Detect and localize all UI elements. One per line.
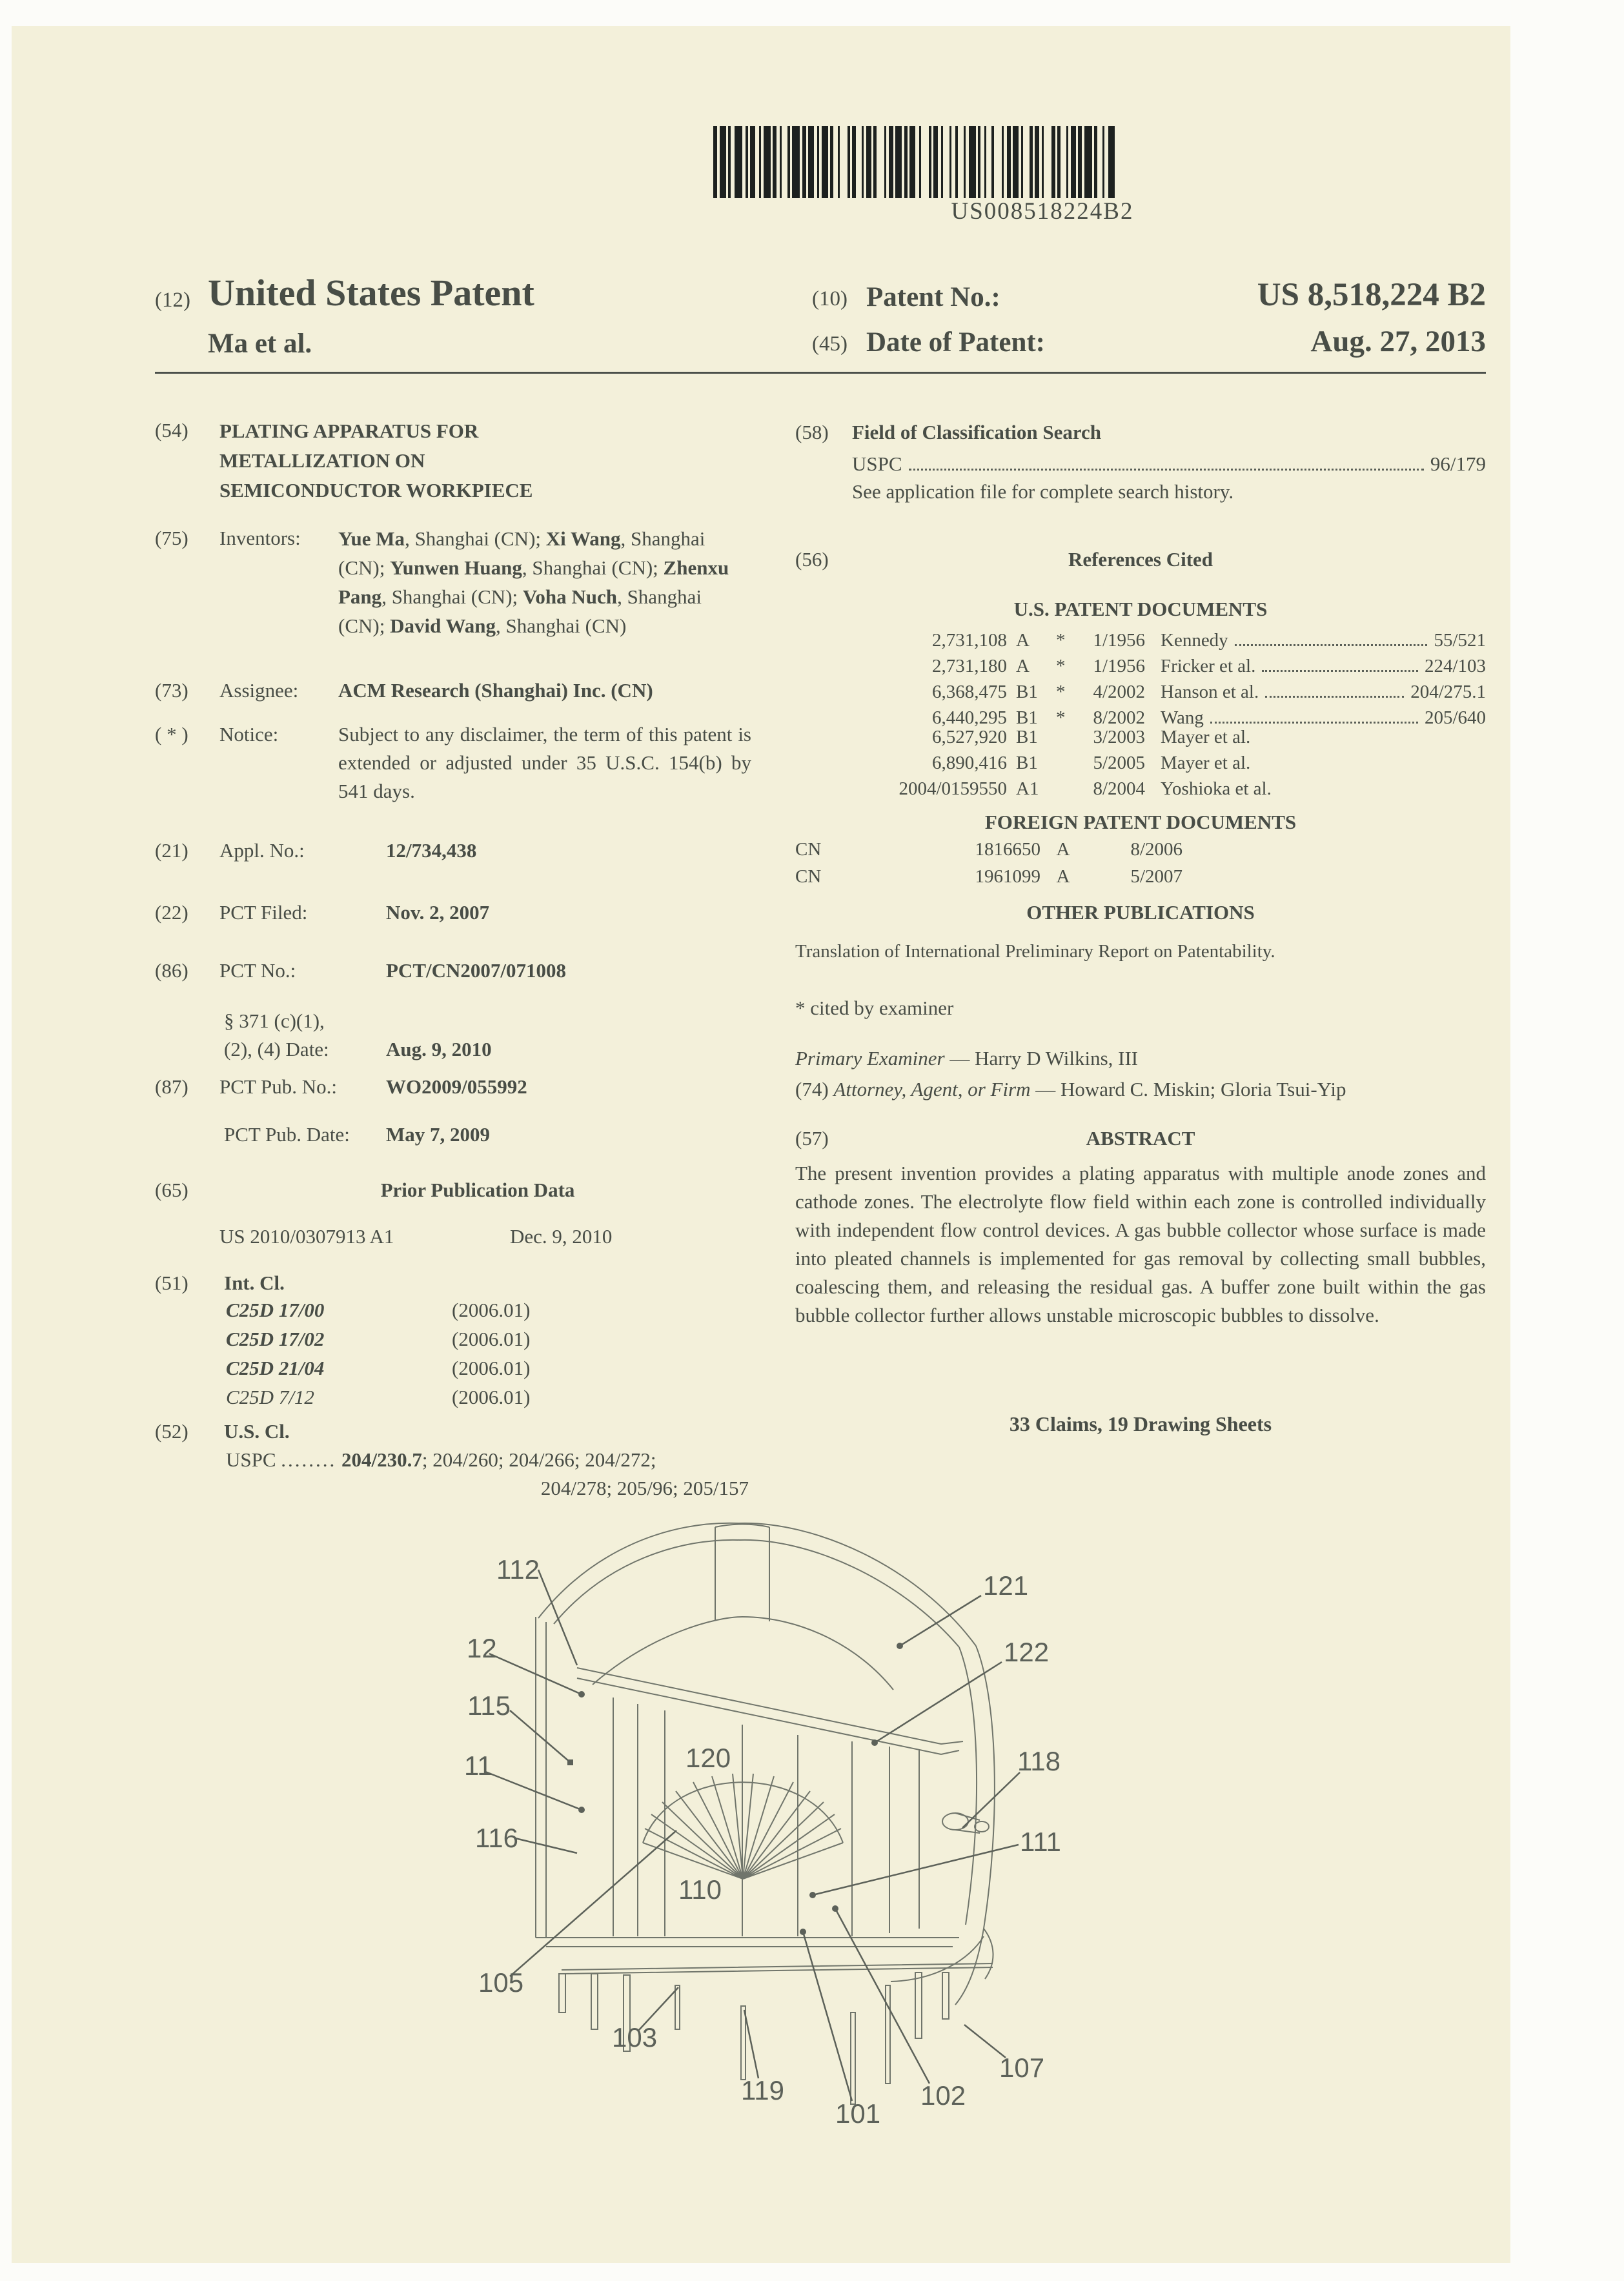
uspc-52-line2: 204/278; 205/96; 205/157 [540,1477,749,1499]
ref-class: 204/275.1 [1410,682,1486,702]
int-cl-code: C25D 17/02 [226,1328,325,1350]
header-divider [155,372,1486,374]
abstract-text: The present invention provides a plating apparatus with multiple anode zones and cathode zones. The electrolyte flow field within each zone is controlled individually with independent flow control devices. A gas bubble collector whose surface is made into pleated channels is implemented for gas removal by collecting small bubbles, coalescing them, and releasing the residual gas. A buffer zone built within the gas bubble collector further allows unstable microscopic bubbles to dissolve. [795,1162,1486,1326]
date-of-patent-label: Date of Patent: [866,327,1046,358]
tag-75: (75) [155,527,188,549]
tag-87: (87) [155,1075,188,1098]
figure-label-103: 103 [612,2022,658,2053]
attorney-line [795,1075,1492,1104]
foreign-kind: A [1056,839,1070,860]
pct-no-label: PCT No.: [219,959,296,982]
first-named-inventor: Ma et al. [208,329,312,359]
ref-kind: A [1016,630,1030,651]
inventor-name: Yue Ma [338,527,405,550]
ref-kind: B1 [1016,753,1038,773]
ref-number: 6,440,295 [932,707,1007,728]
ref-number: 6,368,475 [932,682,1007,702]
ref-dotted-leader [1262,649,1418,672]
int-cl-version: (2006.01) [452,1328,531,1350]
uspc-52-label: USPC [226,1448,276,1471]
pct-pub-no-label: PCT Pub. No.: [219,1075,338,1098]
figure-leader-dot [578,1691,585,1698]
date-of-patent-value: Aug. 27, 2013 [1310,325,1486,358]
tag-21: (21) [155,839,188,862]
ref-class: 55/521 [1434,630,1486,651]
prior-pub-number: US 2010/0307913 A1 [219,1225,394,1248]
notice-label: Notice: [219,723,279,745]
ref-name: Yoshioka et al. [1161,778,1272,799]
barcode [713,126,1372,200]
tag-56: (56) [795,548,829,571]
inventors-label: Inventors: [219,527,301,549]
figure-label-102: 102 [920,2080,966,2111]
uspc-52-line1 [226,1446,749,1474]
header-tag-12: (12) [155,289,190,312]
ref-class: 224/103 [1424,656,1486,676]
notice-text: Subject to any disclaimer, the term of this patent is extended or adjusted under 35 U.S.C. 154(b) by 541 days. [338,723,751,802]
primary-examiner-value: — Harry D Wilkins, III [944,1047,1139,1070]
ref-dotted-leader [1265,675,1404,698]
int-cl-rows [226,1299,530,1415]
ref-star: * [1056,630,1066,651]
us-ref-row [858,753,1486,778]
tag-52: (52) [155,1420,188,1443]
us-refs-table [858,623,1486,804]
pct-pub-date-label: PCT Pub. Date: [224,1123,350,1146]
ref-date: 8/2004 [1093,778,1145,799]
pct-no-value: PCT/CN2007/071008 [386,959,566,982]
primary-examiner-line [795,1044,1492,1073]
ref-number: 6,890,416 [932,753,1007,773]
inventor-location: , Shanghai (CN); [522,556,664,579]
tag-58: (58) [795,421,829,443]
figure-leader-square [567,1759,573,1765]
tag-86: (86) [155,959,188,982]
figure-label-119: 119 [741,2075,784,2105]
inventor-location: , Shanghai (CN); [338,527,705,579]
ref-date: 8/2002 [1093,707,1145,728]
inventors-list [338,524,751,640]
figure-drawing [439,1485,1149,2136]
int-cl-row [226,1299,530,1328]
foreign-patent-documents-heading: FOREIGN PATENT DOCUMENTS [984,811,1297,833]
ref-number: 2,731,108 [932,630,1007,651]
int-cl-version: (2006.01) [452,1357,531,1379]
ref-star: * [1056,682,1066,702]
inventor-name: Voha Nuch [522,585,618,608]
figure-leader-line [803,1932,852,2101]
ref-kind: B1 [1016,682,1038,702]
figure-label-110: 110 [678,1874,722,1905]
pct-filed-value: Nov. 2, 2007 [386,901,490,924]
pct-pub-no-value: WO2009/055992 [386,1075,527,1098]
ref-date: 1/1956 [1093,656,1145,676]
figure-label-116: 116 [475,1823,518,1853]
us-patent-documents-heading: U.S. PATENT DOCUMENTS [1013,598,1268,620]
ref-star: * [1056,656,1066,676]
inventor-name: Xi Wang [545,527,621,550]
ref-kind: B1 [1016,727,1038,747]
header-tag-10: (10) [812,287,848,310]
ref-number: 2,731,180 [932,656,1007,676]
figure-leader-dot [809,1892,816,1898]
ref-kind: B1 [1016,707,1038,728]
figure-label-112: 112 [496,1554,540,1585]
foreign-date: 8/2006 [1130,839,1182,860]
int-cl-row [226,1386,530,1415]
assignee-value: ACM Research (Shanghai) Inc. (CN) [338,679,653,702]
ref-star: * [1056,707,1066,728]
inventor-location: , Shanghai (CN); [338,585,702,637]
inventor-location: , Shanghai (CN) [496,614,627,637]
figure-leader-dot [800,1929,806,1935]
see-application-note: See application file for complete search history. [852,480,1234,503]
attorney-label: Attorney, Agent, or Firm [833,1078,1031,1100]
references-cited-heading: References Cited [1068,548,1213,571]
ref-date: 3/2003 [1093,727,1145,747]
figure-leader-line [510,1710,570,1762]
inventor-name: Zhenxu Pang [338,556,729,608]
figure-leader-line [485,1772,582,1810]
tag-51: (51) [155,1272,188,1294]
us-ref-row [858,623,1486,649]
tag-73: (73) [155,679,188,702]
figure-label-121: 121 [983,1570,1029,1601]
uspc-58-leader [909,448,1424,471]
ref-date: 4/2002 [1093,682,1145,702]
uspc-52-first: 204/230.7 [341,1448,422,1471]
int-cl-version: (2006.01) [452,1386,531,1408]
prior-pub-heading: Prior Publication Data [380,1179,575,1201]
ref-name: Mayer et al. [1161,727,1251,747]
figure-label-105: 105 [478,1967,524,1998]
foreign-refs-table [795,839,1376,893]
int-cl-code: C25D 7/12 [226,1386,314,1408]
int-cl-code: C25D 21/04 [226,1357,325,1379]
figure-label-12: 12 [467,1633,497,1663]
us-ref-row [858,675,1486,701]
figure-label-101: 101 [835,2098,881,2129]
ref-dotted-leader [1210,701,1418,724]
foreign-ref-row [795,866,1376,893]
figure-leader-line [510,1830,676,1976]
patent-no-value: US 8,518,224 B2 [1257,277,1486,313]
tag-74: (74) [795,1078,829,1100]
assignee-label: Assignee: [219,679,299,702]
barcode-text: US008518224B2 [951,198,1134,225]
abstract-heading: ABSTRACT [1086,1127,1195,1150]
ref-name: Mayer et al. [1161,753,1251,773]
ref-kind: A1 [1016,778,1039,799]
sec371-line1: § 371 (c)(1), [224,1009,325,1032]
us-ref-row [858,727,1486,753]
uspc-58-value: 96/179 [1430,452,1486,475]
header-tag-45: (45) [812,332,848,356]
invention-title: PLATING APPARATUS FOR METALLIZATION ON SEMICONDUCTOR WORKPIECE [219,420,533,502]
inventor-location: , Shanghai (CN); [381,585,523,608]
claims-sheets-note: 33 Claims, 19 Drawing Sheets [1009,1412,1272,1435]
sec371-line2: (2), (4) Date: [224,1038,329,1060]
int-cl-version: (2006.01) [452,1299,531,1321]
int-cl-heading: Int. Cl. [224,1272,285,1294]
figure-leader-line [813,1845,1019,1895]
ref-name: Wang [1161,707,1204,728]
appl-no-label: Appl. No.: [219,839,305,862]
figure-label-122: 122 [1004,1637,1050,1667]
foreign-country: CN [795,866,822,887]
foreign-country: CN [795,839,822,860]
us-ref-row [858,778,1486,804]
us-ref-row [858,701,1486,727]
ref-kind: A [1016,656,1030,676]
int-cl-code: C25D 17/00 [226,1299,325,1321]
figure-leader-dot [832,1905,838,1912]
inventor-name: Yunwen Huang [390,556,522,579]
uspc-52-rest: ; 204/260; 204/266; 204/272; [421,1448,656,1471]
other-publications-text: Translation of International Preliminary Report on Patentability. [795,941,1275,962]
foreign-date: 5/2007 [1130,866,1182,887]
ref-number: 2004/0159550 [898,778,1007,799]
ref-number: 6,527,920 [932,727,1007,747]
uspc-52-dots: ........ [281,1448,337,1471]
ref-name: Hanson et al. [1161,682,1259,702]
prior-pub-date: Dec. 9, 2010 [510,1225,613,1248]
foreign-kind: A [1056,866,1070,887]
figure-leader-line [875,1662,1002,1743]
tag-57: (57) [795,1127,829,1150]
figure-leader-line [744,2010,758,2078]
uspc-58-label: USPC [852,452,902,475]
foreign-number: 1816650 [975,839,1040,860]
figure-leader-dot [897,1643,903,1649]
patent-kind-title: United States Patent [208,272,534,314]
int-cl-row [226,1328,530,1357]
int-cl-row [226,1357,530,1386]
uspc-58-line [852,448,1486,478]
ref-class: 205/640 [1424,707,1486,728]
figure-label-107: 107 [999,2053,1045,2083]
attorney-value: — Howard C. Miskin; Gloria Tsui-Yip [1030,1078,1346,1100]
inventor-name: David Wang [390,614,496,637]
tag-22: (22) [155,901,188,924]
ref-name: Kennedy [1161,630,1228,651]
figure-label-118: 118 [1017,1746,1061,1776]
apparatus-line-art [536,1523,995,2104]
ref-dotted-leader [1235,623,1428,646]
ref-date: 5/2005 [1093,753,1145,773]
inventor-location: , Shanghai (CN); [405,527,546,550]
foreign-ref-row [795,839,1376,866]
figure-label-11: 11 [464,1750,492,1781]
tag-notice: ( * ) [155,723,188,745]
us-ref-row [858,649,1486,675]
us-cl-heading: U.S. Cl. [224,1420,290,1443]
patent-no-label: Patent No.: [866,282,1000,312]
ref-name: Fricker et al. [1161,656,1256,676]
pct-pub-date-value: May 7, 2009 [386,1123,491,1146]
figure-leader-dot [578,1807,585,1813]
sec371-date: Aug. 9, 2010 [386,1038,492,1060]
cited-by-examiner-note: * cited by examiner [795,997,954,1019]
pct-filed-label: PCT Filed: [219,901,308,924]
figure-label-115: 115 [467,1690,511,1721]
tag-54: (54) [155,419,188,441]
ref-date: 1/1956 [1093,630,1145,651]
primary-examiner-label: Primary Examiner [795,1047,945,1070]
field-search-heading: Field of Classification Search [852,421,1102,443]
figure-label-120: 120 [685,1743,731,1773]
figure-leader-dot [871,1739,878,1746]
appl-no-value: 12/734,438 [386,839,477,862]
figure-leader-line [962,1772,1020,1828]
figure-label-111: 111 [1020,1827,1061,1857]
other-publications-heading: OTHER PUBLICATIONS [1026,901,1255,924]
foreign-number: 1961099 [975,866,1040,887]
tag-65: (65) [155,1179,188,1201]
